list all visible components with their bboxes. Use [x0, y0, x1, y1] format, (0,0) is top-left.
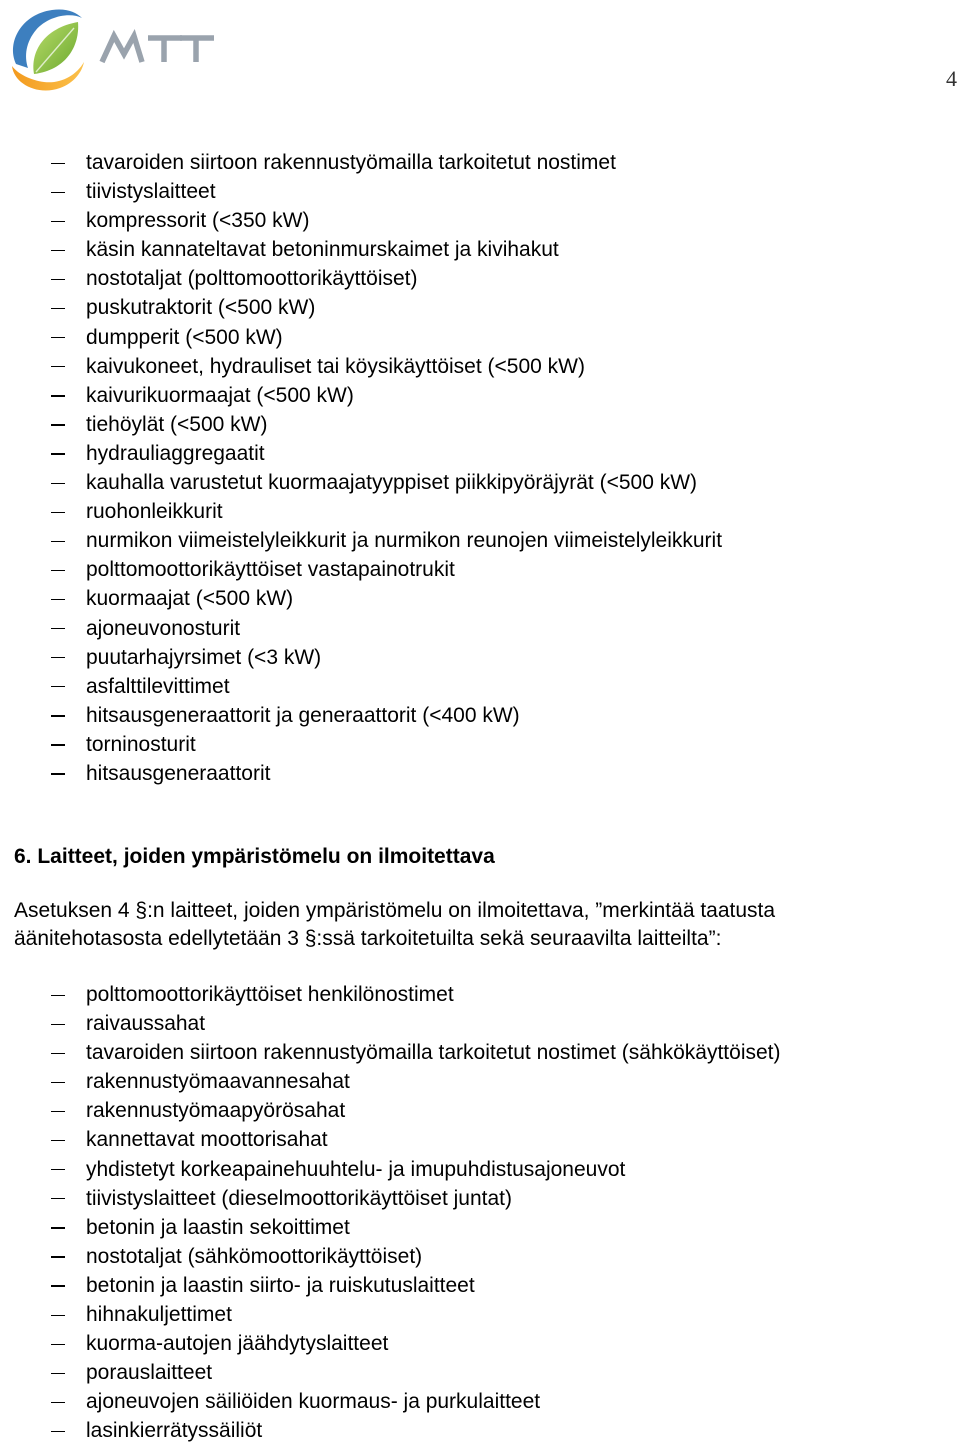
dash-bullet-icon — [51, 512, 65, 513]
dash-bullet-icon — [51, 1227, 65, 1228]
dash-bullet-icon — [51, 453, 65, 454]
dash-bullet-icon — [51, 628, 65, 629]
list-item-text: tavaroiden siirtoon rakennustyömailla tarkoitetut nostimet — [86, 151, 616, 174]
list-item-text: nostotaljat (polttomoottorikäyttöiset) — [86, 267, 418, 291]
dash-bullet-icon — [51, 1431, 65, 1432]
section-heading: 6. Laitteet, joiden ympäristömelu on ilmoitettava — [14, 845, 495, 868]
list-item-text: kaivukoneet, hydrauliset tai köysikäyttöiset (<500 kW) — [86, 354, 585, 378]
page-number: 4 — [946, 66, 957, 91]
list-item-text: betonin ja laastin sekoittimet — [86, 1215, 350, 1239]
dash-bullet-icon — [51, 1402, 65, 1403]
dash-bullet-icon — [51, 308, 65, 309]
dash-bullet-icon — [51, 1256, 65, 1257]
list-item-text: dumpperit (<500 kW) — [86, 325, 283, 349]
list-item-text: puutarhajyrsimet (<3 kW) — [86, 645, 322, 669]
dash-bullet-icon — [51, 1344, 65, 1345]
dash-bullet-icon — [51, 995, 65, 996]
dash-bullet-icon — [51, 541, 65, 542]
dash-bullet-icon — [51, 715, 65, 716]
list-item-text: kuorma-autojen jäähdytyslaitteet — [86, 1332, 389, 1356]
dash-bullet-icon — [51, 337, 65, 338]
dash-bullet-icon — [51, 657, 65, 658]
dash-bullet-icon — [51, 395, 65, 396]
list-item-text: ajoneuvonosturit — [86, 616, 241, 640]
list-item-text: kannettavat moottorisahat — [86, 1128, 328, 1152]
list-item-text: tavaroiden siirtoon rakennustyömailla tarkoitetut nostimet (sähkökäyttöiset) — [86, 1041, 781, 1065]
section-paragraph — [14, 897, 914, 953]
list-item-text: porauslaitteet — [86, 1361, 213, 1385]
list-item-text: hydrauliaggregaatit — [86, 441, 265, 465]
list-item-text: betonin ja laastin siirto- ja ruiskutuslaitteet — [86, 1273, 475, 1297]
dash-bullet-icon — [51, 773, 65, 774]
list-item-text: torninosturit — [86, 732, 196, 756]
dash-bullet-icon — [51, 192, 65, 193]
list-item-text: kauhalla varustetut kuormaajatyyppiset piikkipyöräjyrät (<500 kW) — [86, 471, 698, 495]
list-item-text: rakennustyömaapyörösahat — [86, 1099, 346, 1123]
dash-bullet-icon — [51, 1169, 65, 1170]
list-item-text: ajoneuvojen säiliöiden kuormaus- ja purkulaitteet — [86, 1390, 541, 1414]
list-item-text: tiivistyslaitteet (dieselmoottorikäyttöiset juntat) — [86, 1186, 512, 1210]
logo-green-leaf — [33, 22, 78, 74]
dash-bullet-icon — [51, 599, 65, 600]
list-item-text: tiehöylät (<500 kW) — [86, 412, 268, 436]
list-item-text: asfalttilevittimet — [86, 674, 230, 698]
dash-bullet-icon — [51, 1315, 65, 1316]
logo-mtt-letters — [102, 36, 214, 62]
paragraph-line-1: Asetuksen 4 §:n laitteet, joiden ympäristömelu on ilmoitettava, ”merkintää taatusta — [14, 899, 776, 922]
dash-bullet-icon — [51, 1024, 65, 1025]
list-item-text: hitsausgeneraattorit ja generaattorit (<400 kW) — [86, 703, 520, 727]
list-item-text: nurmikon viimeistelyleikkurit ja nurmikon reunojen viimeistelyleikkurit — [86, 529, 723, 553]
list-item-text: rakennustyömaavannesahat — [86, 1070, 350, 1094]
list-item-text: hihnakuljettimet — [86, 1303, 232, 1327]
list-item-text: hitsausgeneraattorit — [86, 761, 271, 785]
list-item-text: kompressorit (<350 kW) — [86, 209, 310, 233]
mtt-logo — [4, 4, 224, 94]
dash-bullet-icon — [51, 221, 65, 222]
dash-bullet-icon — [51, 424, 65, 425]
dash-bullet-icon — [51, 1140, 65, 1141]
dash-bullet-icon — [51, 163, 65, 164]
dash-bullet-icon — [51, 570, 65, 571]
list-item-text: puskutraktorit (<500 kW) — [86, 296, 316, 320]
dash-bullet-icon — [51, 744, 65, 745]
list-item-text: tiivistyslaitteet — [86, 180, 216, 204]
dash-bullet-icon — [51, 1285, 65, 1286]
list-item-text: kaivurikuormaajat (<500 kW) — [86, 383, 354, 407]
mtt-logo-graphic — [4, 4, 224, 94]
paragraph-line-2: äänitehotasosta edellytetään 3 §:ssä tarkoitetuilta sekä seuraavilta laitteilta”: — [14, 927, 722, 950]
list-item-text: polttomoottorikäyttöiset henkilönostimet — [86, 983, 454, 1006]
dash-bullet-icon — [51, 1373, 65, 1374]
dash-bullet-icon — [51, 1082, 65, 1083]
list-item-text: lasinkierrätyssäiliöt — [86, 1419, 263, 1443]
dash-bullet-icon — [51, 1111, 65, 1112]
dash-bullet-icon — [51, 366, 65, 367]
list-item-text: käsin kannateltavat betoninmurskaimet ja kivihakut — [86, 238, 559, 262]
dash-bullet-icon — [51, 483, 65, 484]
list-item-text: yhdistetyt korkeapainehuuhtelu- ja imupuhdistusajoneuvot — [86, 1157, 626, 1181]
list-item-text: ruohonleikkurit — [86, 500, 223, 524]
dash-bullet-icon — [51, 686, 65, 687]
list-item-text: nostotaljat (sähkömoottorikäyttöiset) — [86, 1244, 423, 1268]
dash-bullet-icon — [51, 250, 65, 251]
list-item-text: raivaussahat — [86, 1012, 206, 1036]
list-item-text: polttomoottorikäyttöiset vastapainotrukit — [86, 558, 455, 582]
list-item-text: kuormaajat (<500 kW) — [86, 587, 294, 611]
dash-bullet-icon — [51, 1053, 65, 1054]
dash-bullet-icon — [51, 1198, 65, 1199]
dash-bullet-icon — [51, 279, 65, 280]
